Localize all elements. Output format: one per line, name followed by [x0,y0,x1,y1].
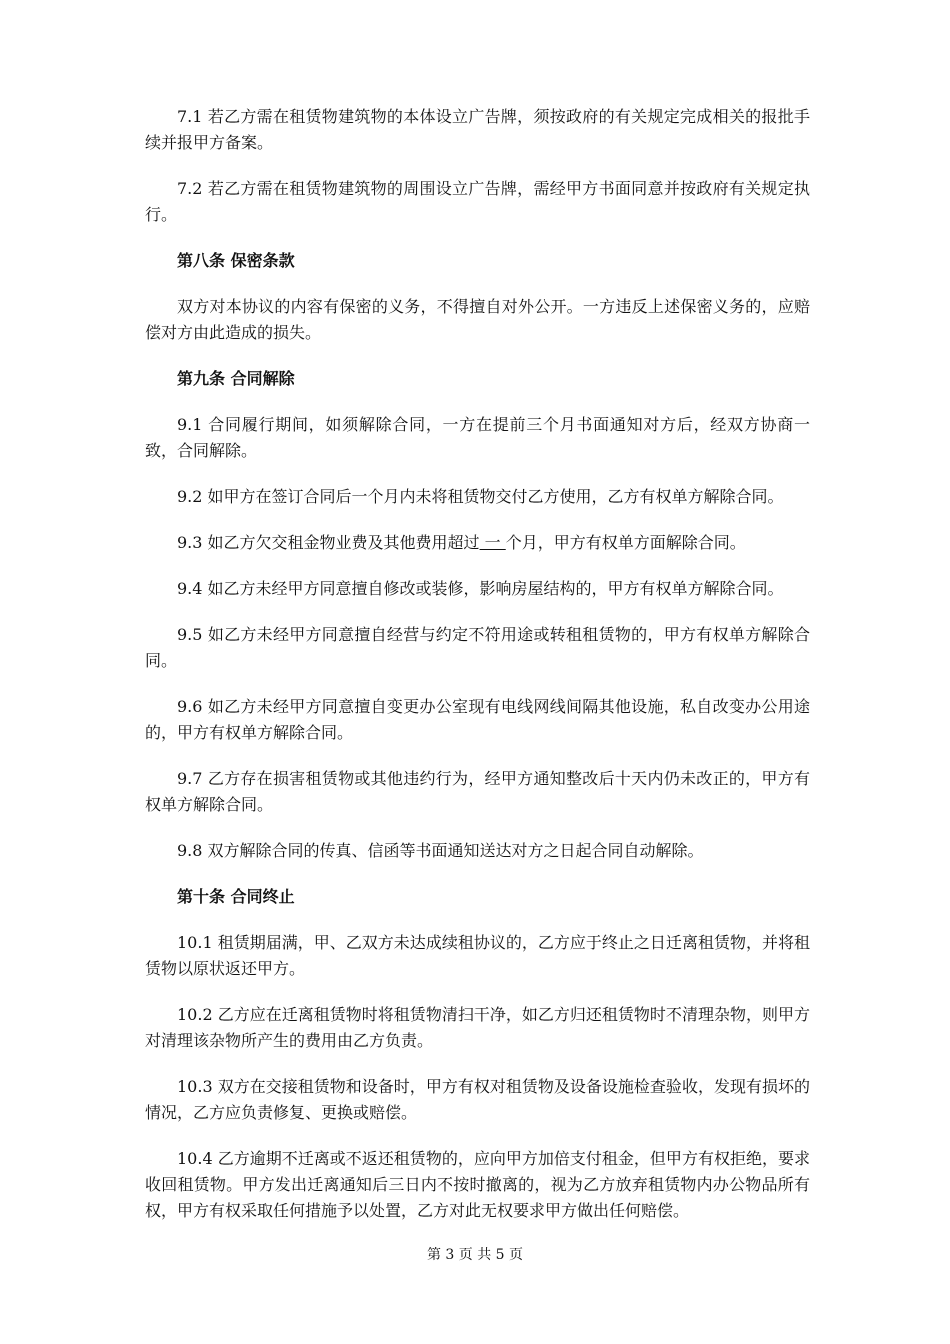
clause-10-3: 10.3 双方在交接租赁物和设备时，甲方有权对租赁物及设备设施检查验收，发现有损坏的情况，乙方应负责修复、更换或赔偿。 [145,1077,810,1122]
clause-9-1: 9.1 合同履行期间，如须解除合同，一方在提前三个月书面通知对方后，经双方协商一致，合同解除。 [145,415,810,460]
clause-9-3 [145,530,810,556]
clause-9-4: 9.4 如乙方未经甲方同意擅自修改或装修，影响房屋结构的，甲方有权单方解除合同。 [177,579,784,598]
clause-10-1: 10.1 租赁期届满，甲、乙双方未达成续租协议的，乙方应于终止之日迁离租赁物，并将租赁物以原状返还甲方。 [145,933,810,978]
clause-7-2: 7.2 若乙方需在租赁物建筑物的周围设立广告牌，需经甲方书面同意并按政府有关规定执行。 [145,179,810,224]
clause-9-3-text-after: 个月，甲方有权单方面解除合同。 [505,533,746,552]
contract-body [145,104,810,1244]
clause-8: 双方对本协议的内容有保密的义务，不得擅自对外公开。一方违反上述保密义务的，应赔偿对方由此造成的损失。 [145,297,810,342]
clause-10-4: 10.4 乙方逾期不迁离或不返还租赁物的，应向甲方加倍支付租金，但甲方有权拒绝，要求收回租赁物。甲方发出迁离通知后三日内不按时撤离的，视为乙方放弃租赁物内办公物品所有权，甲方有权采取任何措施予以处置，乙方对此无权要求甲方做出任何赔偿。 [145,1149,810,1220]
clause-9-3-blank-field: 一 [479,533,506,552]
clause-9-8: 9.8 双方解除合同的传真、信函等书面通知送达对方之日起合同自动解除。 [177,841,704,860]
clause-9-2: 9.2 如甲方在签订合同后一个月内未将租赁物交付乙方使用，乙方有权单方解除合同。 [177,487,784,506]
clause-7-1: 7.1 若乙方需在租赁物建筑物的本体设立广告牌，须按政府的有关规定完成相关的报批手续并报甲方备案。 [145,107,810,152]
section-heading-9: 第九条 合同解除 [177,369,295,388]
clause-10-2: 10.2 乙方应在迁离租赁物时将租赁物清扫干净，如乙方归还租赁物时不清理杂物，则甲方对清理该杂物所产生的费用由乙方负责。 [145,1005,810,1050]
clause-9-6: 9.6 如乙方未经甲方同意擅自变更办公室现有电线网线间隔其他设施，私自改变办公用途的，甲方有权单方解除合同。 [145,697,810,742]
section-heading-10: 第十条 合同终止 [177,887,295,906]
clause-9-7: 9.7 乙方存在损害租赁物或其他违约行为，经甲方通知整改后十天内仍未改正的，甲方有权单方解除合同。 [145,769,810,814]
section-heading-8: 第八条 保密条款 [177,251,295,270]
page-number-footer: 第 3 页 共 5 页 [426,1247,524,1263]
clause-9-5: 9.5 如乙方未经甲方同意擅自经营与约定不符用途或转租租赁物的，甲方有权单方解除合同。 [145,625,810,670]
clause-9-3-text-before: 9.3 如乙方欠交租金物业费及其他费用超过 [177,533,480,552]
